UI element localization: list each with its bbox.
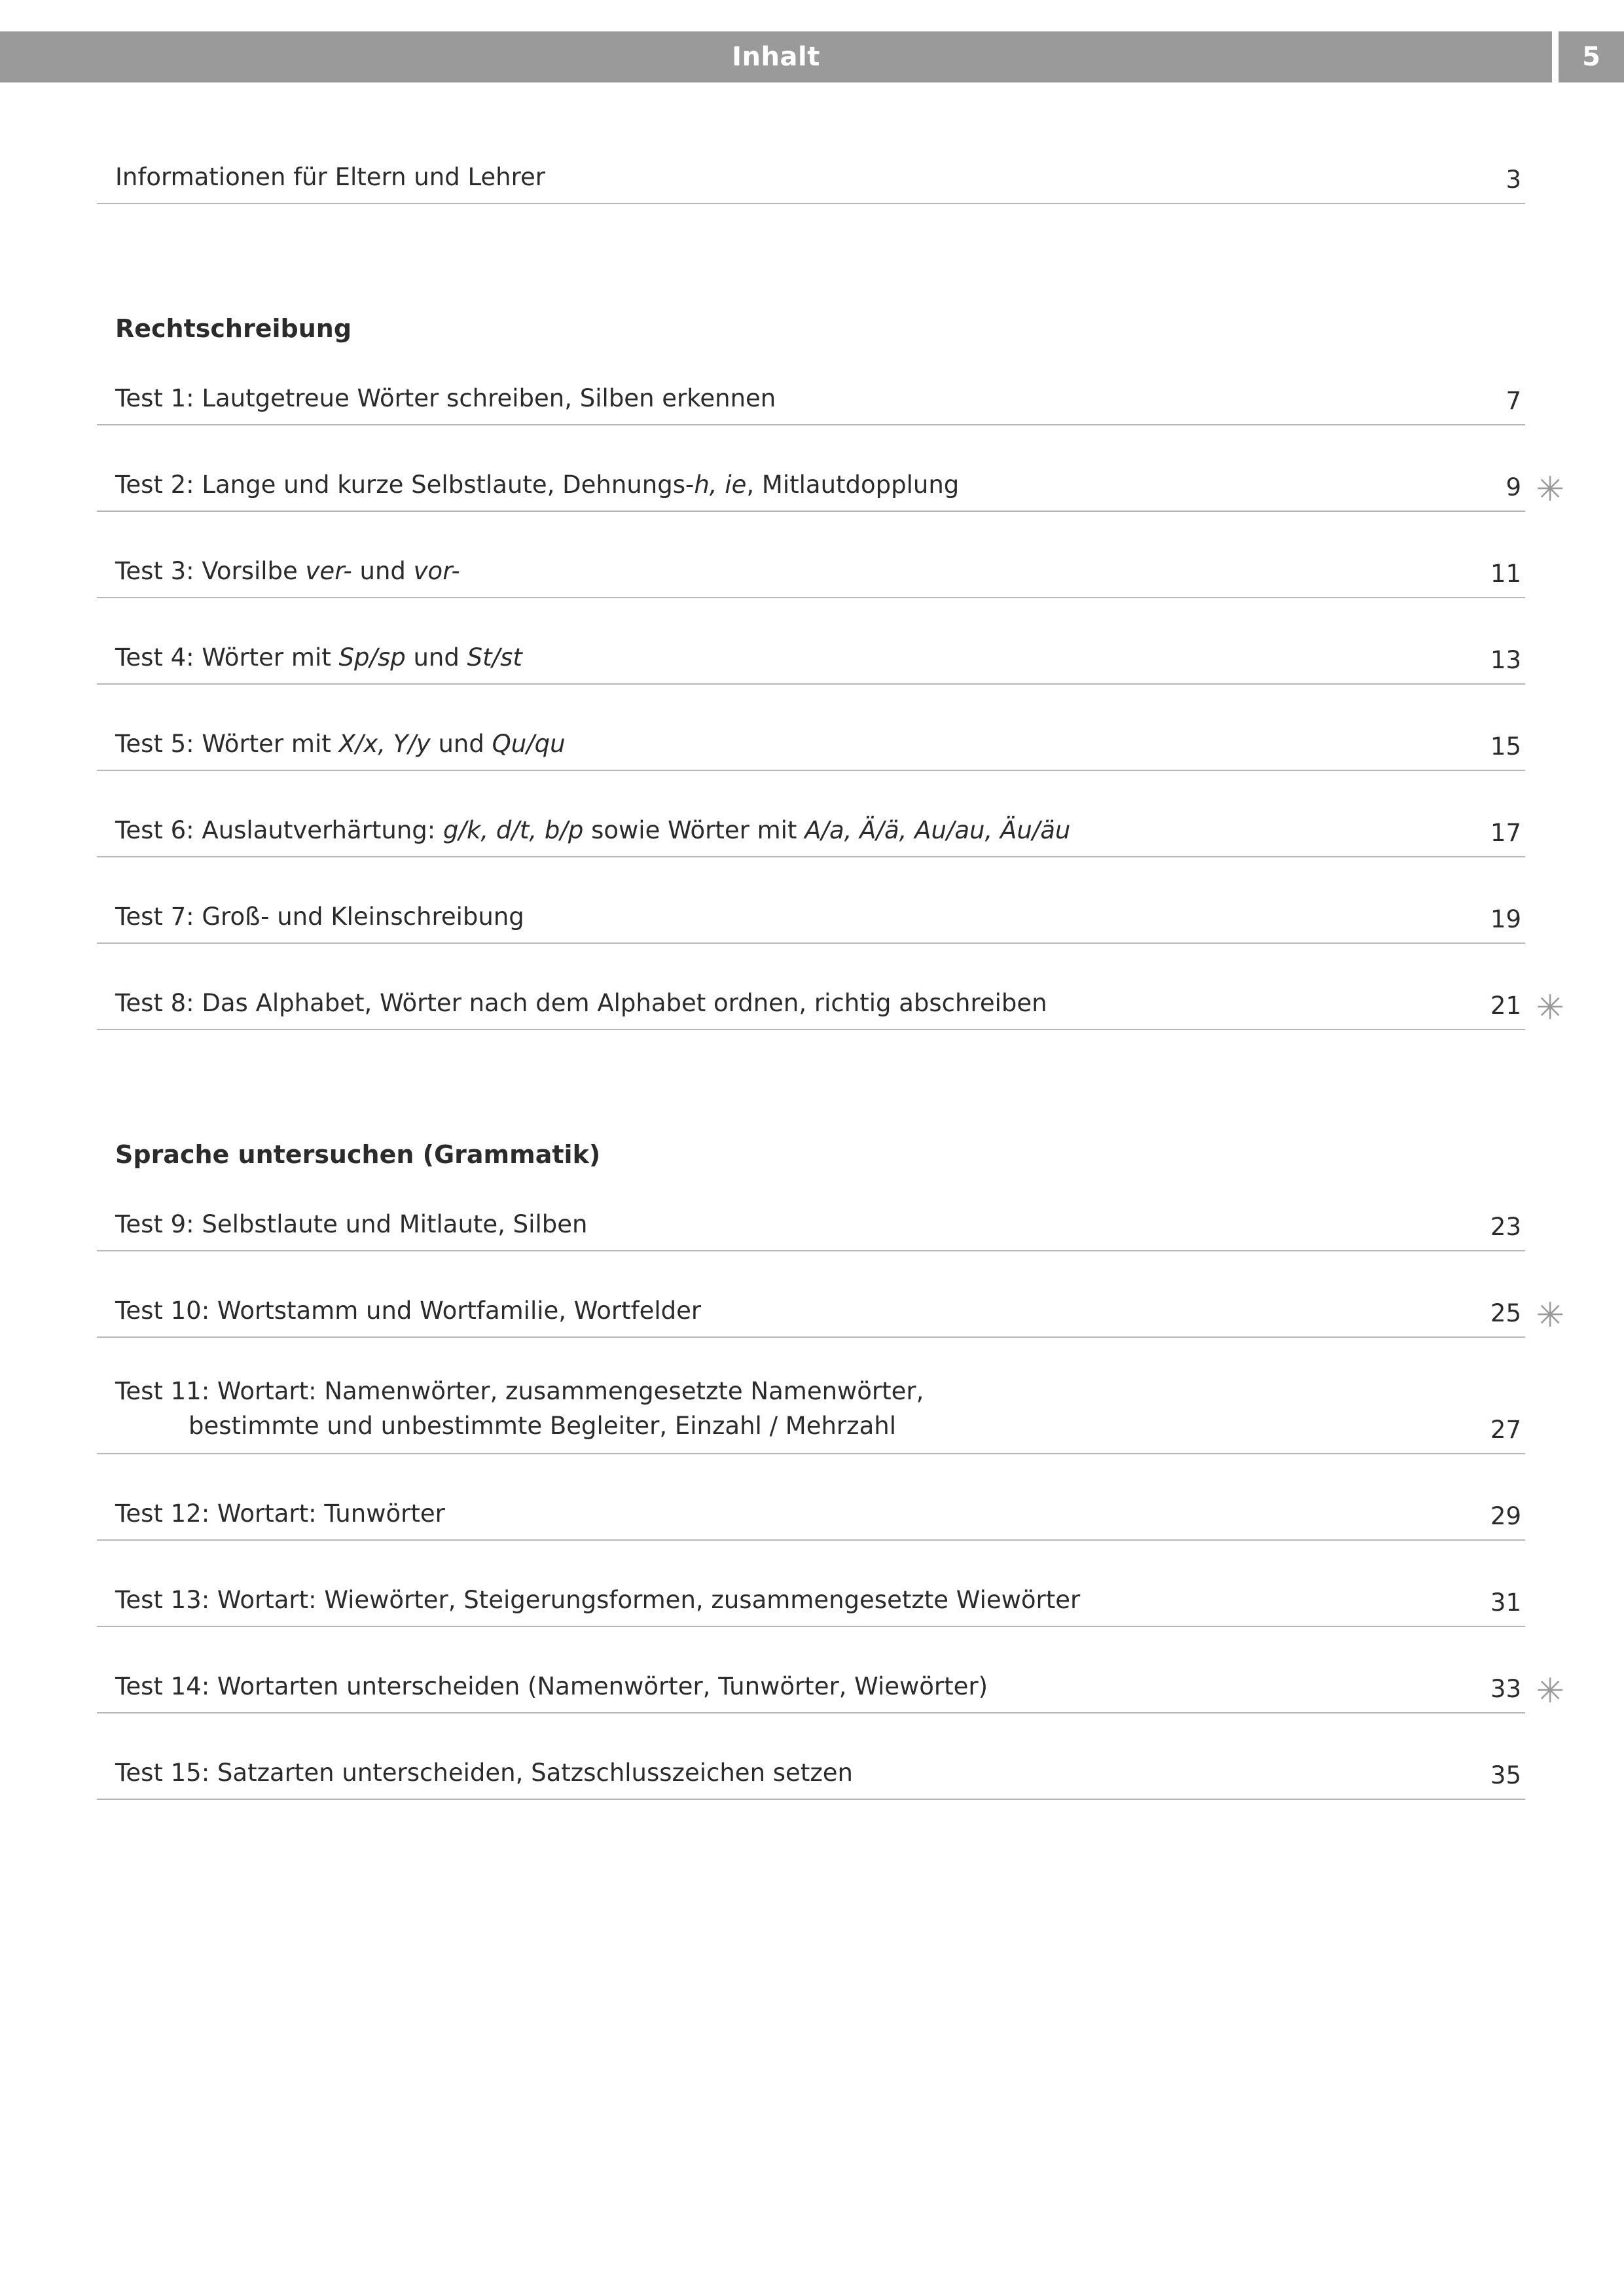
page-header [0,31,1624,82]
toc-entry-page: 21 [1490,992,1521,1020]
toc-entry[interactable] [97,372,1525,425]
toc-entry[interactable] [97,1573,1525,1627]
entry-gap [97,512,1525,545]
toc-entry[interactable] [97,1660,1564,1713]
entry-gap [97,1454,1525,1487]
toc-entry-page: 17 [1490,819,1521,847]
toc-entry[interactable] [97,458,1564,512]
entry-gap [97,1713,1525,1746]
toc-sections [97,314,1564,1800]
star-icon: ✳ [1536,1672,1564,1711]
toc-entry-label: Test 3: Vorsilbe ver- und vor- [115,557,460,586]
toc-entry-label: Test 13: Wortart: Wiewörter, Steigerungsformen, zusammengesetzte Wiewörter [115,1586,1081,1615]
toc-entry-label: Test 7: Groß- und Kleinschreibung [115,903,524,931]
toc-entry-page: 13 [1490,646,1521,674]
section-heading: Rechtschreibung [115,314,352,343]
toc-entry-page: 9 [1506,473,1521,501]
entry-gap [97,685,1525,717]
section-heading: Sprache untersuchen (Grammatik) [115,1140,601,1169]
header-divider [1552,31,1559,82]
toc-entry-page: 33 [1490,1675,1521,1703]
toc-entry-page: 11 [1490,560,1521,588]
toc-entry-page: 35 [1490,1761,1521,1789]
toc-entry-label: Test 9: Selbstlaute und Mitlaute, Silben [115,1210,588,1239]
toc-entry-label: Test 8: Das Alphabet, Wörter nach dem Alphabet ordnen, richtig abschreiben [115,989,1047,1018]
toc-entry-label: Test 11: Wortart: Namenwörter, zusammengesetzte Namenwörter, bestimmte und unbestimmte Begleiter, Einzahl / Mehrzahl [115,1376,924,1441]
entry-gap [97,1627,1525,1660]
toc-entry-label: Test 4: Wörter mit Sp/sp und St/st [115,643,522,672]
entry-gap [97,1338,1525,1371]
toc-entry[interactable] [97,1284,1564,1338]
toc-entry-page: 29 [1490,1502,1521,1530]
header-title-bar [0,31,1552,82]
header-page-number: 5 [1559,31,1624,82]
entry-gap [97,944,1525,977]
toc-entry[interactable] [97,1371,1525,1454]
table-of-contents [97,151,1564,1800]
toc-entry-label: Test 12: Wortart: Tunwörter [115,1499,445,1528]
toc-entry[interactable] [97,631,1525,685]
star-icon: ✳ [1536,470,1564,509]
entry-gap [97,857,1525,890]
toc-entry[interactable] [97,977,1564,1030]
page-title: Inhalt [732,42,820,72]
star-icon: ✳ [1536,988,1564,1028]
toc-entry[interactable] [97,545,1525,598]
star-icon: ✳ [1536,1296,1564,1335]
toc-entry-label: Test 14: Wortarten unterscheiden (Namenwörter, Tunwörter, Wiewörter) [115,1672,988,1701]
toc-entry[interactable] [97,1746,1525,1800]
entry-gap [97,1251,1525,1284]
toc-entry-label: Test 10: Wortstamm und Wortfamilie, Wortfelder [115,1297,702,1325]
toc-entry-intro[interactable] [97,151,1525,204]
toc-entry-label: Test 6: Auslautverhärtung: g/k, d/t, b/p sowie Wörter mit A/a, Ä/ä, Au/au, Äu/äu [115,816,1071,845]
section-spacer [97,204,1525,314]
toc-entry-page: 15 [1490,732,1521,761]
toc-entry-page: 27 [1490,1416,1521,1444]
entry-gap [97,598,1525,631]
toc-entry-label: Test 15: Satzarten unterscheiden, Satzschlusszeichen setzen [115,1759,853,1787]
toc-entry-label: Test 5: Wörter mit X/x, Y/y und Qu/qu [115,730,566,759]
toc-entry-page: 31 [1490,1588,1521,1617]
toc-entry-label: Test 1: Lautgetreue Wörter schreiben, Silben erkennen [115,384,776,413]
toc-entry[interactable] [97,717,1525,771]
section-spacer [97,1030,1525,1140]
toc-entry-page: 23 [1490,1213,1521,1241]
toc-entry[interactable] [97,804,1525,857]
toc-entry[interactable] [97,1487,1525,1541]
entry-gap [97,425,1525,458]
toc-entry-page: 3 [1506,166,1521,194]
entry-gap [97,771,1525,804]
toc-entry[interactable] [97,890,1525,944]
toc-entry-label: Test 2: Lange und kurze Selbstlaute, Dehnungs-h, ie, Mitlautdopplung [115,471,960,499]
toc-entry-label: Informationen für Eltern und Lehrer [115,163,546,192]
toc-entry-page: 19 [1490,905,1521,933]
toc-entry[interactable] [97,1198,1525,1251]
toc-entry-page: 7 [1506,387,1521,415]
toc-entry-page: 25 [1490,1299,1521,1327]
entry-gap [97,1541,1525,1573]
